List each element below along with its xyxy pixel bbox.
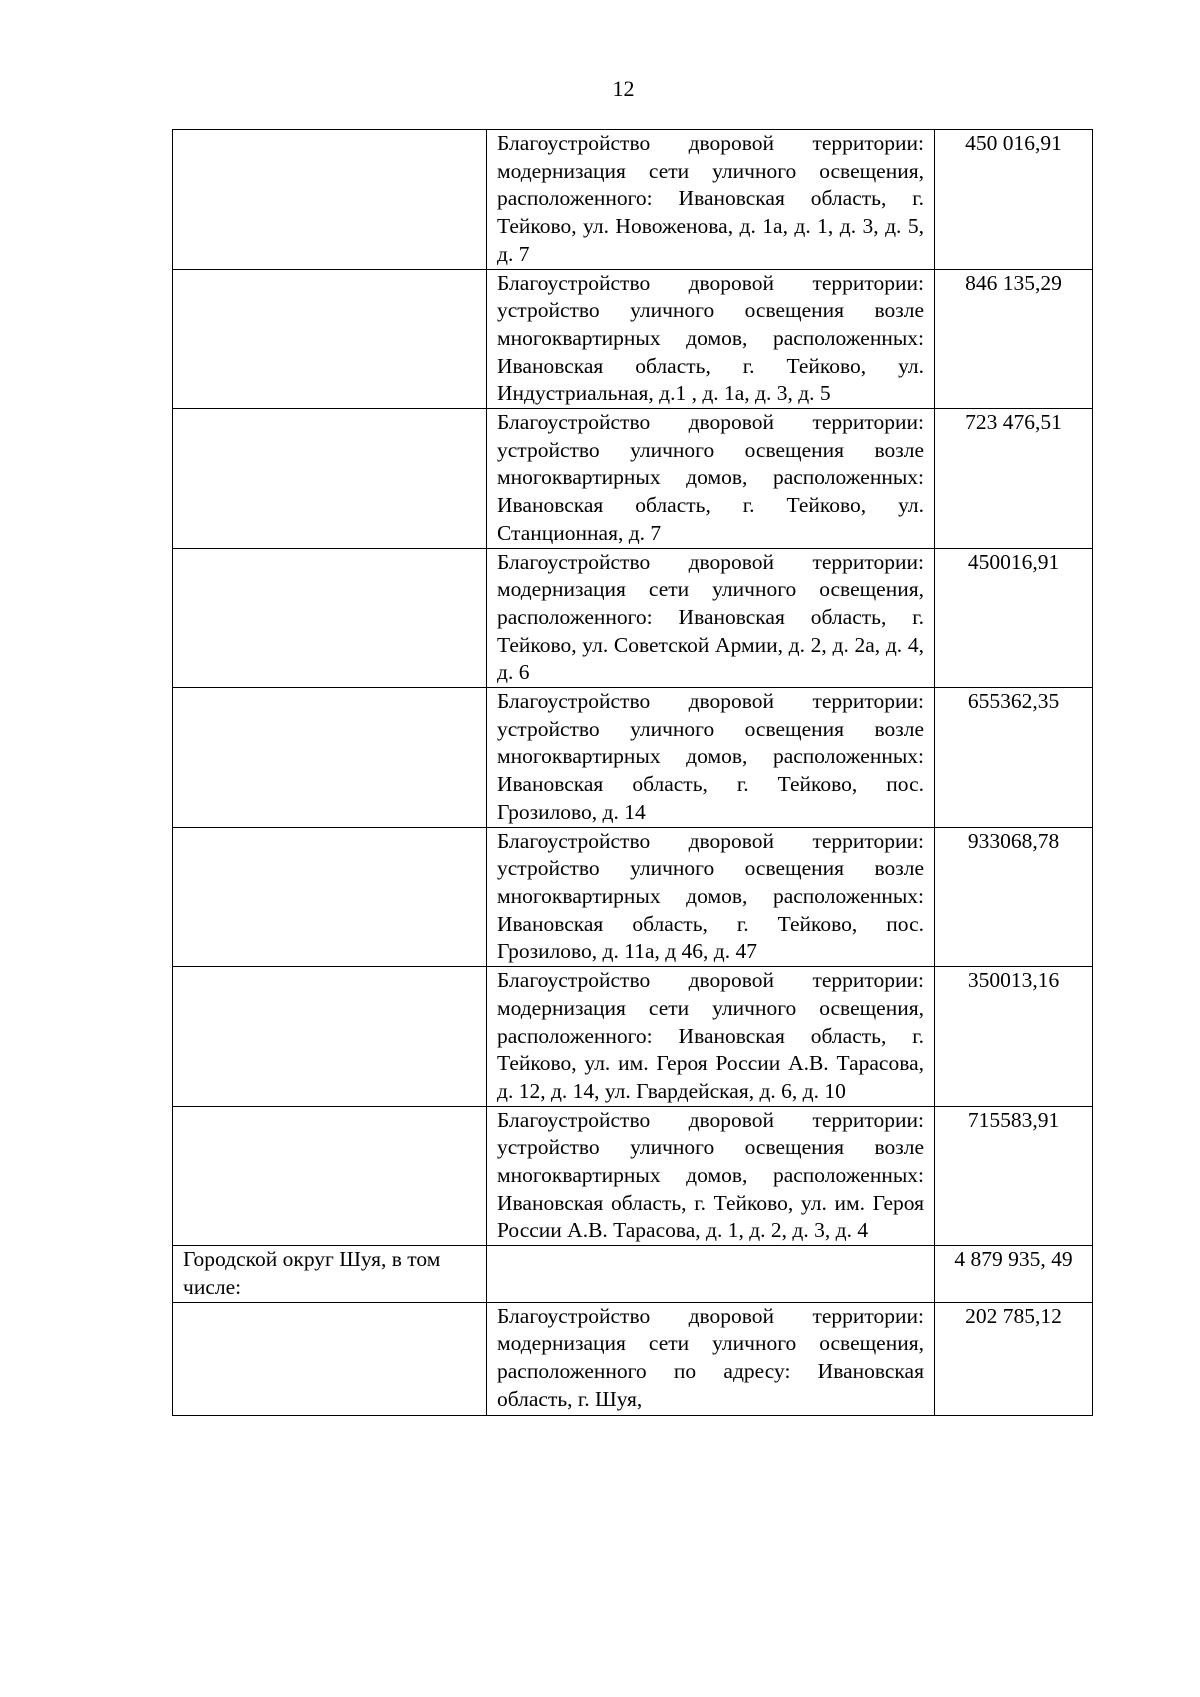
amount-cell: 715583,91 <box>935 1106 1093 1246</box>
municipality-cell <box>173 827 487 967</box>
table-row <box>173 1302 1093 1415</box>
project-description-cell: Благоустройство дворовой территории: устройство уличного освещения возле многоквартирных домов, расположенных: Ивановская область, г. Тейково, ул. Индустриальная, д.1 , д. 1а, д. 3, д. 5 <box>487 269 935 409</box>
project-description-cell: Благоустройство дворовой территории: устройство уличного освещения возле многоквартирных домов, расположенных: Ивановская область, г. Тейково, ул. Станционная, д. 7 <box>487 409 935 549</box>
amount-cell: 4 879 935, 49 <box>935 1246 1093 1302</box>
table-row <box>173 269 1093 409</box>
municipality-cell: Городской округ Шуя, в том числе: <box>173 1246 487 1302</box>
table-row <box>173 1106 1093 1246</box>
table-row <box>173 548 1093 688</box>
project-description-cell: Благоустройство дворовой территории: устройство уличного освещения возле многоквартирных домов, расположенных: Ивановская область, г. Тейково, пос. Грозилово, д. 11а, д 46, д. 47 <box>487 827 935 967</box>
amount-cell: 933068,78 <box>935 827 1093 967</box>
funding-table <box>172 129 1093 1416</box>
amount-cell: 450 016,91 <box>935 130 1093 270</box>
table-row <box>173 967 1093 1107</box>
municipality-cell <box>173 269 487 409</box>
table-row <box>173 1246 1093 1302</box>
municipality-cell <box>173 548 487 688</box>
municipality-cell <box>173 1106 487 1246</box>
table-row <box>173 409 1093 549</box>
project-description-cell: Благоустройство дворовой территории: модернизация сети уличного освещения, расположенного: Ивановская область, г. Тейково, ул. им. Героя России А.В. Тарасова, д. 12, д. 14, ул. Гвардейская, д. 6, д. 10 <box>487 967 935 1107</box>
page-number: 12 <box>612 76 635 101</box>
amount-cell: 450016,91 <box>935 548 1093 688</box>
table-row <box>173 827 1093 967</box>
municipality-cell <box>173 130 487 270</box>
project-description-cell <box>487 1246 935 1302</box>
municipality-cell <box>173 967 487 1107</box>
amount-cell: 350013,16 <box>935 967 1093 1107</box>
municipality-cell <box>173 409 487 549</box>
project-description-cell: Благоустройство дворовой территории: модернизация сети уличного освещения, расположенного: Ивановская область, г. Тейково, ул. Советской Армии, д. 2, д. 2а, д. 4, д. 6 <box>487 548 935 688</box>
amount-cell: 723 476,51 <box>935 409 1093 549</box>
amount-cell: 846 135,29 <box>935 269 1093 409</box>
project-description-cell: Благоустройство дворовой территории: устройство уличного освещения возле многоквартирных домов, расположенных: Ивановская область, г. Тейково, ул. им. Героя России А.В. Тарасова, д. 1, д. 2, д. 3, д. 4 <box>487 1106 935 1246</box>
project-description-cell: Благоустройство дворовой территории: устройство уличного освещения возле многоквартирных домов, расположенных: Ивановская область, г. Тейково, пос. Грозилово, д. 14 <box>487 688 935 828</box>
table-row <box>173 130 1093 270</box>
table-row <box>173 688 1093 828</box>
municipality-cell <box>173 688 487 828</box>
amount-cell: 655362,35 <box>935 688 1093 828</box>
project-description-cell: Благоустройство дворовой территории: модернизация сети уличного освещения, расположенного по адресу: Ивановская область, г. Шуя, <box>487 1302 935 1415</box>
amount-cell: 202 785,12 <box>935 1302 1093 1415</box>
municipality-cell <box>173 1302 487 1415</box>
project-description-cell: Благоустройство дворовой территории: модернизация сети уличного освещения, расположенного: Ивановская область, г. Тейково, ул. Новоженова, д. 1а, д. 1, д. 3, д. 5, д. 7 <box>487 130 935 270</box>
